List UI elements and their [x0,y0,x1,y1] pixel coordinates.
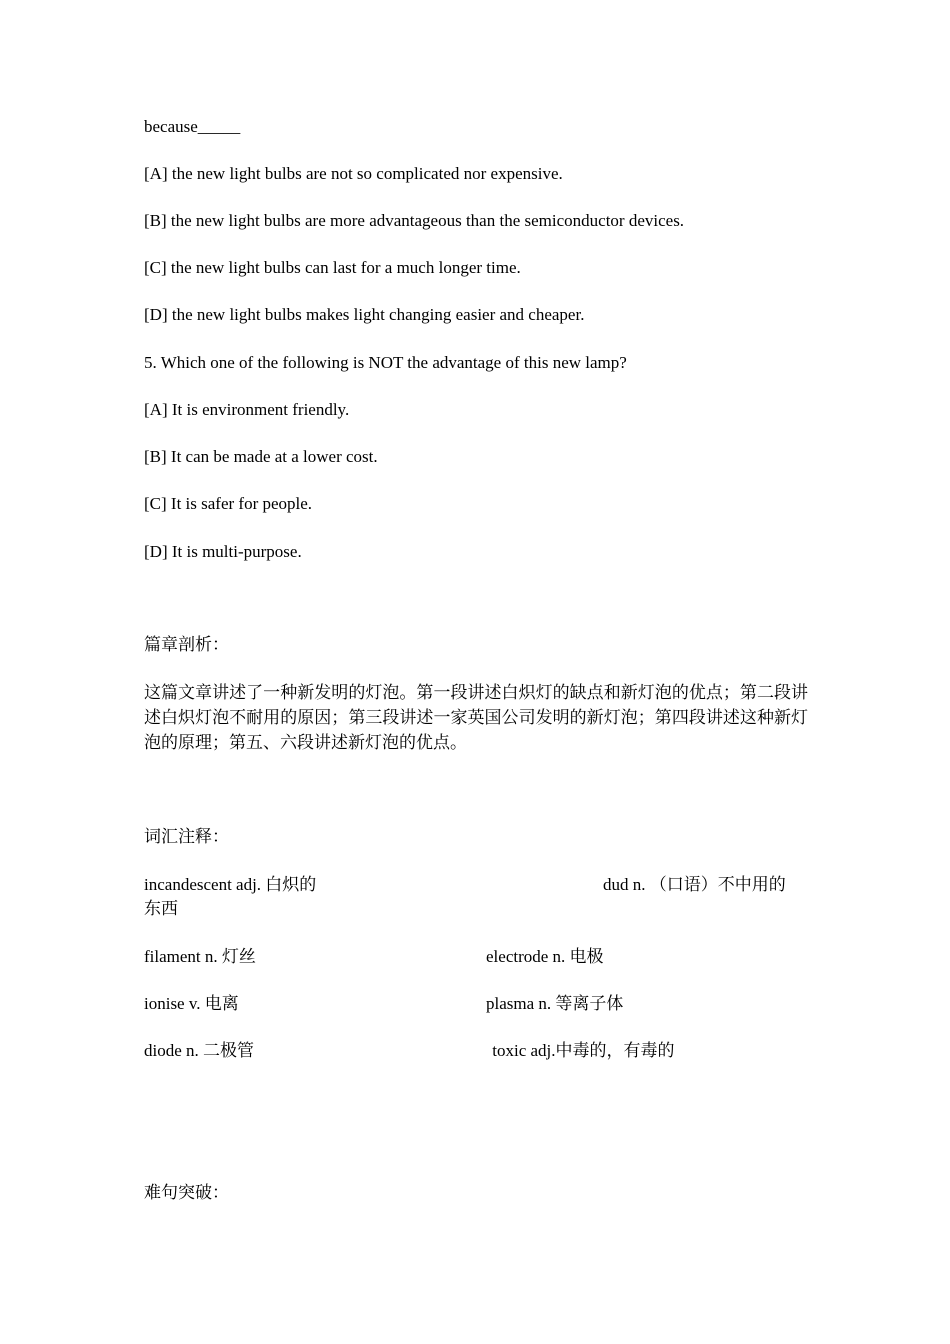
q5-question: 5. Which one of the following is NOT the advantage of this new lamp? [144,353,627,372]
vocab-filament: filament n. 灯丝 [144,947,256,966]
vocab-dud-wrap: 东西 [144,899,178,918]
q4-option-c: [C] the new light bulbs can last for a much longer time. [144,258,521,277]
analysis-heading: 篇章剖析： [144,635,229,654]
q4-option-a: [A] the new light bulbs are not so complicated nor expensive. [144,164,563,183]
vocab-incandescent: incandescent adj. 白炽的 [144,875,317,894]
vocab-ionise: ionise v. 电离 [144,994,239,1013]
difficult-heading: 难句突破： [144,1183,229,1202]
q5-option-c: [C] It is safer for people. [144,494,313,513]
vocab-toxic: toxic adj.中毒的，有毒的 [488,1041,675,1060]
vocab-dud: dud n. （口语）不中用的 [603,875,786,894]
q4-stem-end: because_____ [144,117,241,136]
vocab-heading: 词汇注释： [144,827,229,846]
q4-option-d: [D] the new light bulbs makes light changing easier and cheaper. [144,305,585,324]
analysis-body: 这篇文章讲述了一种新发明的灯泡。第一段讲述白炽灯的缺点和新灯泡的优点；第二段讲述白炽灯泡不耐用的原因；第三段讲述一家英国公司发明的新灯泡；第四段讲述这种新灯泡的原理；第五、六段讲述新灯泡的优点。 [144,683,808,752]
vocab-plasma: plasma n. 等离子体 [486,994,624,1013]
vocab-diode: diode n. 二极管 [144,1041,255,1060]
q5-option-a: [A] It is environment friendly. [144,400,350,419]
vocab-electrode: electrode n. 电极 [486,947,604,966]
q4-option-b: [B] the new light bulbs are more advantageous than the semiconductor devices. [144,211,685,230]
q5-option-d: [D] It is multi-purpose. [144,542,302,561]
q5-option-b: [B] It can be made at a lower cost. [144,447,378,466]
